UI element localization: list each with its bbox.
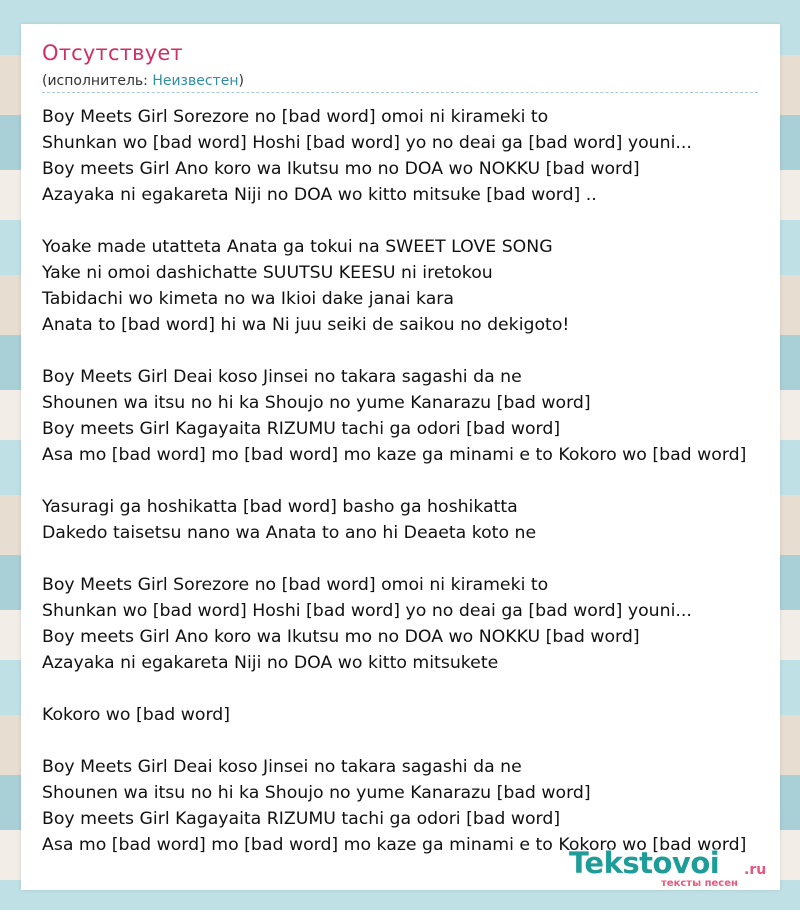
lyric-line: Anata to [bad word] hi wa Ni juu seiki de saikou no dekigoto! bbox=[42, 315, 570, 335]
lyric-line: Tabidachi wo kimeta no wa Ikioi dake janai kara bbox=[42, 289, 454, 309]
lyric-line: Boy Meets Girl Sorezore no [bad word] omoi ni kirameki to bbox=[42, 107, 549, 127]
lyric-spacer bbox=[42, 338, 782, 364]
lyric-line: Yasuragi ga hoshikatta [bad word] basho ga hoshikatta bbox=[42, 497, 518, 517]
lyrics-body bbox=[42, 104, 782, 858]
logo-tagline: тексты песен bbox=[661, 878, 738, 889]
lyric-spacer bbox=[42, 728, 782, 754]
lyric-line: Azayaka ni egakareta Niji no DOA wo kitto mitsukete bbox=[42, 653, 499, 673]
lyric-line: Azayaka ni egakareta Niji no DOA wo kitto mitsuke [bad word] .. bbox=[42, 185, 597, 205]
song-title: Отсутствует bbox=[42, 41, 183, 65]
lyric-line: Boy meets Girl Ano koro wa Ikutsu mo no DOA wo NOKKU [bad word] bbox=[42, 627, 640, 647]
lyric-spacer bbox=[42, 546, 782, 572]
lyric-line: Boy meets Girl Ano koro wa Ikutsu mo no DOA wo NOKKU [bad word] bbox=[42, 159, 640, 179]
lyric-line: Yoake made utatteta Anata ga tokui na SWEET LOVE SONG bbox=[42, 237, 553, 257]
artist-link[interactable]: Неизвестен bbox=[152, 73, 239, 89]
logo-domain: .ru bbox=[744, 862, 767, 878]
lyric-line: Asa mo [bad word] mo [bad word] mo kaze ga minami e to Kokoro wo [bad word] bbox=[42, 835, 747, 855]
lyric-line: Boy Meets Girl Sorezore no [bad word] omoi ni kirameki to bbox=[42, 575, 549, 595]
lyric-spacer bbox=[42, 208, 782, 234]
lyric-line: Boy meets Girl Kagayaita RIZUMU tachi ga odori [bad word] bbox=[42, 809, 561, 829]
lyric-line: Boy Meets Girl Deai koso Jinsei no takara sagashi da ne bbox=[42, 367, 522, 387]
lyric-spacer bbox=[42, 468, 782, 494]
artist-line bbox=[42, 73, 244, 89]
lyric-line: Shounen wa itsu no hi ka Shoujo no yume Kanarazu [bad word] bbox=[42, 783, 591, 803]
lyric-line: Boy meets Girl Kagayaita RIZUMU tachi ga odori [bad word] bbox=[42, 419, 561, 439]
lyric-line: Asa mo [bad word] mo [bad word] mo kaze ga minami e to Kokoro wo [bad word] bbox=[42, 445, 747, 465]
lyric-line: Shunkan wo [bad word] Hoshi [bad word] yo no deai ga [bad word] youni... bbox=[42, 133, 692, 153]
lyrics-card bbox=[21, 24, 780, 890]
divider bbox=[42, 92, 758, 93]
lyric-line: Shunkan wo [bad word] Hoshi [bad word] yo no deai ga [bad word] youni... bbox=[42, 601, 692, 621]
lyric-line: Boy Meets Girl Deai koso Jinsei no takara sagashi da ne bbox=[42, 757, 522, 777]
site-logo[interactable] bbox=[569, 846, 774, 892]
lyric-line: Kokoro wo [bad word] bbox=[42, 705, 230, 725]
logo-wordmark: Tekstovoi bbox=[569, 846, 720, 880]
lyric-line: Yake ni omoi dashichatte SUUTSU KEESU ni iretokou bbox=[42, 263, 493, 283]
artist-suffix: ) bbox=[238, 73, 244, 89]
lyric-spacer bbox=[42, 676, 782, 702]
lyric-line: Dakedo taisetsu nano wa Anata to ano hi Deaeta koto ne bbox=[42, 523, 537, 543]
artist-prefix: (исполнитель: bbox=[42, 73, 153, 89]
lyric-line: Shounen wa itsu no hi ka Shoujo no yume Kanarazu [bad word] bbox=[42, 393, 591, 413]
